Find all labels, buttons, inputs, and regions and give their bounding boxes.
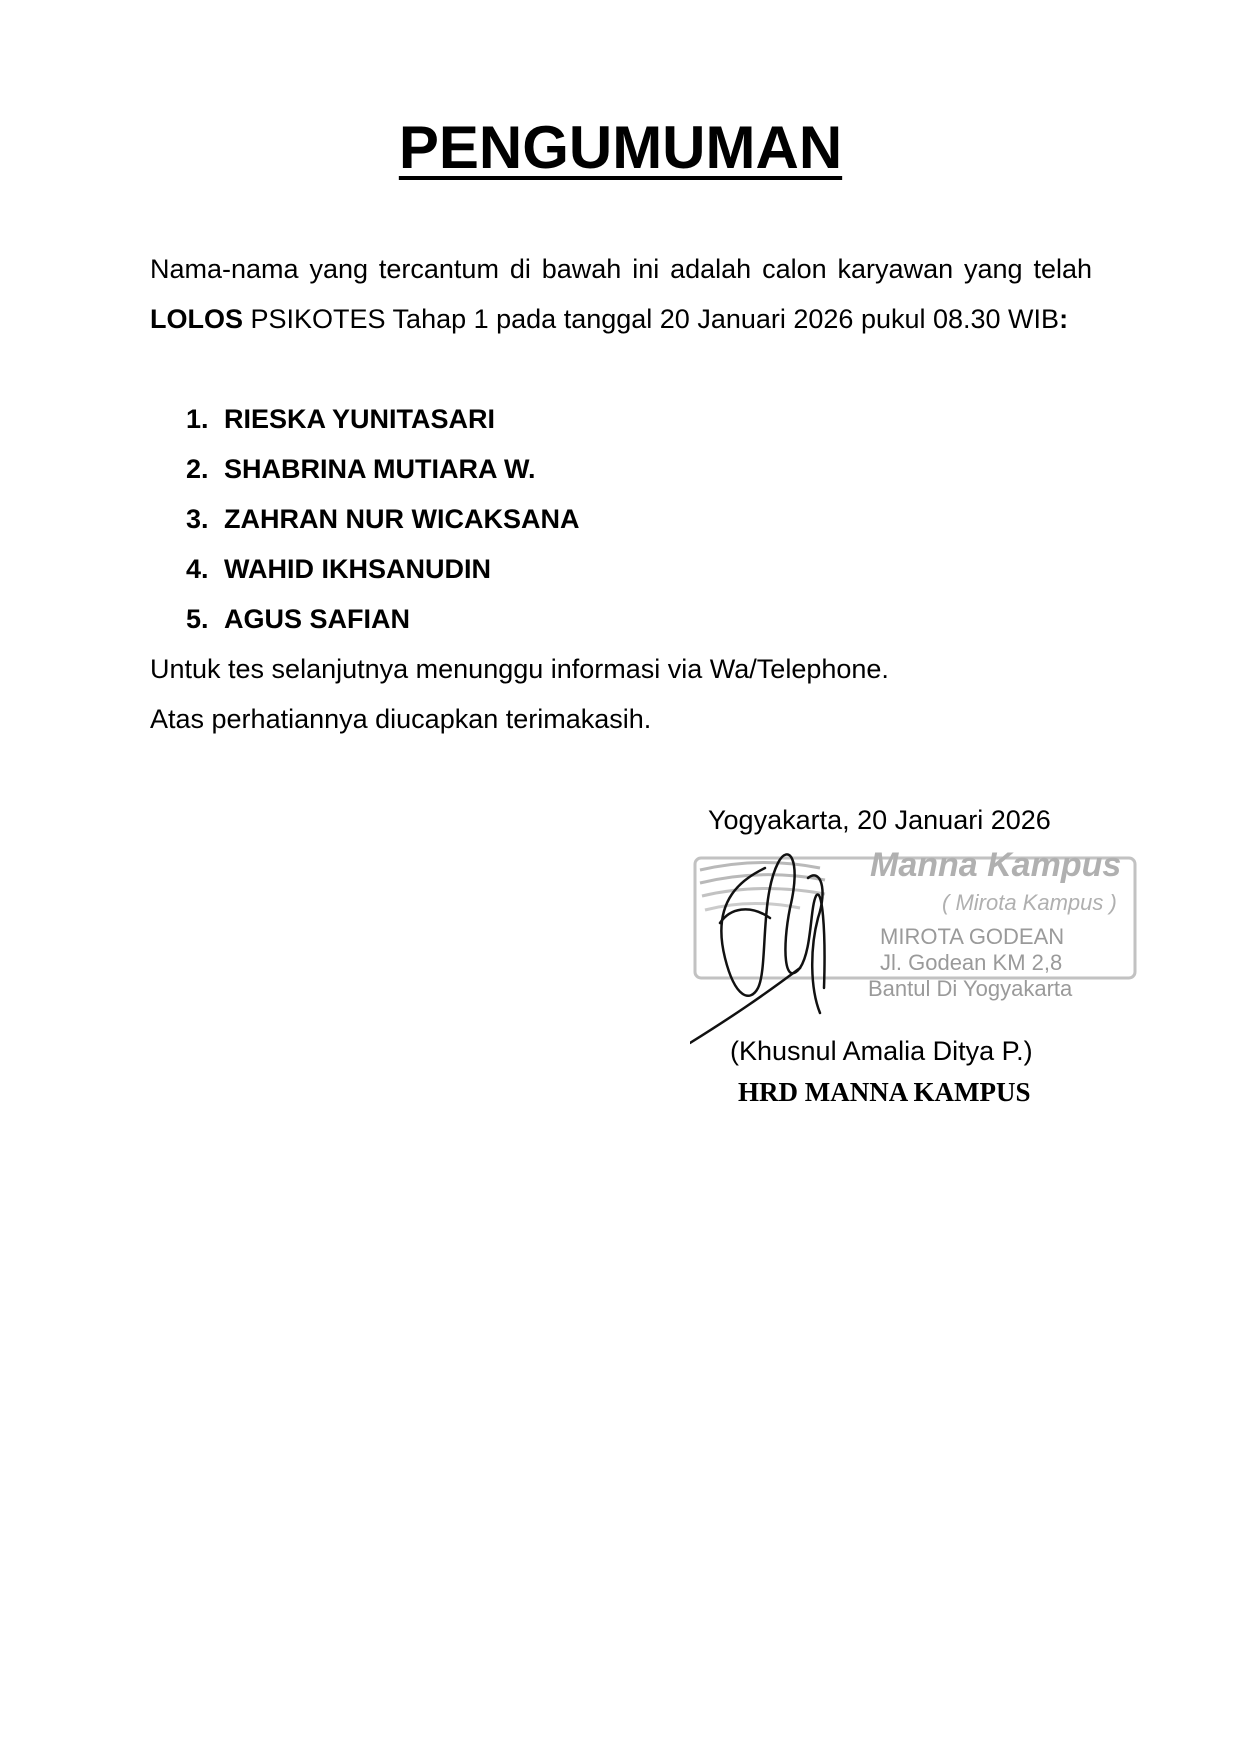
- list-item: [186, 594, 579, 644]
- intro-colon: :: [1059, 304, 1069, 334]
- stamp-subbrand: ( Mirota Kampus ): [942, 890, 1117, 915]
- candidate-list: [186, 394, 579, 644]
- title-text: PENGUMUMAN: [398, 114, 843, 181]
- list-item-number: 5.: [186, 604, 209, 634]
- signer-name: (Khusnul Amalia Ditya P.): [730, 1036, 1033, 1066]
- intro-text-1: Nama-nama yang tercantum di bawah ini adalah calon karyawan yang telah: [150, 254, 1092, 284]
- list-item-number: 4.: [186, 554, 209, 584]
- stamp-line-1: MIROTA GODEAN: [880, 924, 1065, 949]
- stamp-brand: Manna Kampus: [870, 846, 1122, 884]
- candidate-name: WAHID IKHSANUDIN: [224, 554, 491, 584]
- place-date: Yogyakarta, 20 Januari 2026: [708, 805, 1051, 835]
- list-item-number: 2.: [186, 454, 209, 484]
- next-test-info: Untuk tes selanjutnya menunggu informasi via Wa/Telephone.: [150, 654, 889, 684]
- intro-text-2: PSIKOTES Tahap 1 pada tanggal 20 Januari 2026 pukul 08.30 WIB: [243, 304, 1060, 334]
- list-item-number: 3.: [186, 504, 209, 534]
- list-item: [186, 444, 579, 494]
- announcement-title: [0, 112, 1241, 184]
- closing-thanks: Atas perhatiannya diucapkan terimakasih.: [150, 704, 652, 734]
- list-item: [186, 544, 579, 594]
- candidate-name: AGUS SAFIAN: [224, 604, 411, 634]
- candidate-name: RIESKA YUNITASARI: [224, 404, 496, 434]
- signature-scribble: [690, 838, 930, 1048]
- stamp-line-2: Jl. Godean KM 2,8: [880, 950, 1063, 975]
- intro-bold-lolos: LOLOS: [150, 304, 243, 334]
- signer-role: HRD MANNA KAMPUS: [738, 1077, 1031, 1107]
- list-item: [186, 394, 579, 444]
- intro-paragraph: [150, 244, 1092, 344]
- list-item: [186, 494, 579, 544]
- candidate-name: SHABRINA MUTIARA W.: [224, 454, 536, 484]
- list-item-number: 1.: [186, 404, 209, 434]
- stamp-line-3: Bantul Di Yogyakarta: [868, 976, 1073, 1001]
- candidate-name: ZAHRAN NUR WICAKSANA: [224, 504, 580, 534]
